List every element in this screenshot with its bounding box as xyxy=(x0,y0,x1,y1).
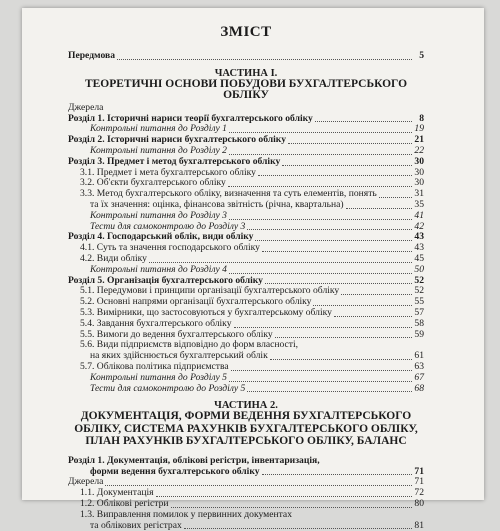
leader-dots xyxy=(229,381,412,382)
toc-entry-text: 1.1. Документація xyxy=(80,487,154,499)
toc-entry xyxy=(68,467,424,478)
toc-entry-text: 4.2. Види обліку xyxy=(80,252,147,264)
leader-dots xyxy=(341,294,412,295)
toc-entry xyxy=(68,510,424,521)
toc-entry-page: 19 xyxy=(414,123,424,135)
toc-entry-page: 67 xyxy=(414,371,424,383)
leader-dots xyxy=(334,316,412,317)
toc-entry-text: 5.2. Основні напрями організації бухгалтерського обліку xyxy=(80,296,312,308)
part2-heading: ЧАСТИНА 2. xyxy=(214,400,278,412)
toc-entry xyxy=(68,319,424,330)
toc-entry-page: 35 xyxy=(414,198,424,210)
toc-entry-text: Розділ 3. Предмет і метод бухгалтерського обліку xyxy=(68,155,281,167)
toc-entry-text: Розділ 5. Організація бухгалтерського обліку xyxy=(68,274,263,286)
leader-dots xyxy=(228,186,412,187)
toc-entry-text: Тести для самоконтролю до Розділу 3 xyxy=(90,220,246,232)
toc-entry-text: 5.3. Вимірники, що застосовуються у бухгалтерському обліку xyxy=(80,306,332,318)
leader-dots xyxy=(315,121,412,122)
part2-title-line-2: ОБЛІКУ, СИСТЕМА РАХУНКІВ БУХГАЛТЕРСЬКОГО ОБЛІКУ, xyxy=(74,422,418,435)
toc-entry-page: 30 xyxy=(414,177,424,189)
toc-entry-page: 81 xyxy=(414,519,424,531)
part1-heading: ЧАСТИНА І. xyxy=(214,67,278,79)
leader-dots xyxy=(288,143,412,144)
leader-dots xyxy=(156,496,412,497)
toc-entry-page: 58 xyxy=(414,317,424,329)
table-of-contents xyxy=(68,24,424,531)
toc-entry-page: 31 xyxy=(414,188,424,200)
leader-dots xyxy=(149,262,412,263)
part2-title-line-1: ДОКУМЕНТАЦІЯ, ФОРМИ ВЕДЕННЯ БУХГАЛТЕРСЬКОГО xyxy=(80,410,412,423)
toc-entry-text: Контрольні питання до Розділу 5 xyxy=(90,371,227,383)
toc-entry-page: 57 xyxy=(414,306,424,318)
toc-entry-page: 30 xyxy=(414,155,424,167)
part2-title-line-3: ПЛАН РАХУНКІВ БУХГАЛТЕРСЬКОГО ОБЛІКУ, БАЛАНС xyxy=(85,435,407,448)
leader-dots xyxy=(270,359,412,360)
leader-dots xyxy=(171,507,412,508)
leader-dots xyxy=(229,154,412,155)
toc-entry-text: Розділ 2. Історичні нариси бухгалтерського обліку xyxy=(68,134,286,146)
toc-entry-text: Розділ 4. Господарський облік, види обліку xyxy=(68,231,254,243)
toc-entry-preface: Передмова 5 xyxy=(68,50,424,61)
leader-dots xyxy=(262,251,412,252)
toc-entry-page: 59 xyxy=(414,328,424,340)
toc-entry-text: форми ведення бухгалтерського обліку xyxy=(90,465,260,477)
toc-entry-text: 5.1. Передумови і принципи організації бухгалтерського обліку xyxy=(80,285,340,297)
leader-dots xyxy=(229,219,412,220)
leader-dots xyxy=(282,165,412,166)
toc-entry-page: 61 xyxy=(414,350,424,362)
toc-entry-text: Розділ 1. Історичні нариси теорії бухгалтерського обліку xyxy=(68,112,313,124)
leader-dots xyxy=(117,59,412,60)
toc-entry-page: 30 xyxy=(414,166,424,178)
toc-entry-page: 42 xyxy=(414,220,424,232)
toc-entry-page: 68 xyxy=(414,382,424,394)
toc-entry xyxy=(68,373,424,384)
leader-dots xyxy=(313,305,412,306)
part1-title: ТЕОРЕТИЧНІ ОСНОВИ ПОБУДОВИ БУХГАЛТЕРСЬКОГО ОБЛІКУ xyxy=(84,77,408,102)
leader-dots xyxy=(265,283,412,284)
toc-entry-page: 80 xyxy=(414,498,424,509)
toc-entry xyxy=(68,265,424,276)
toc-entry-text: 5.6. Види підприємств відповідно до форм власності, xyxy=(80,339,299,351)
toc-entry xyxy=(68,157,424,168)
toc-entry-text: Контрольні питання до Розділу 3 xyxy=(90,209,227,221)
toc-entry-text: на яких здійснюється бухгалтерський облік xyxy=(90,350,268,362)
toc-entry-text: та облікових регістрах xyxy=(90,519,182,531)
toc-entry-page: 72 xyxy=(414,487,424,499)
toc-entry-text: 3.3. Метод бухгалтерського обліку, визначення та суть елементів, понять xyxy=(80,188,377,200)
toc-entry-text: Контрольні питання до Розділу 4 xyxy=(90,263,227,275)
toc-entry-page: 8 xyxy=(419,112,424,124)
toc-entry-text: Контрольні питання до Розділу 2 xyxy=(90,144,227,156)
toc-entry-text: Контрольні питання до Розділу 1 xyxy=(90,123,227,135)
toc-entry-page: 55 xyxy=(414,296,424,308)
toc-entry-page: 43 xyxy=(414,231,424,243)
toc-entry-text: 3.1. Предмет і мета бухгалтерського обліку xyxy=(80,166,256,178)
toc-entry-page: 43 xyxy=(414,242,424,254)
toc-entry-text: та їх значення: оцінка, фінансова звітність (річна, квартальна) xyxy=(90,198,344,210)
leader-dots xyxy=(234,327,413,328)
toc-entry-text: 5.7. Облікова політика підприємства xyxy=(80,360,229,372)
toc-entry-sources: Джерела xyxy=(68,101,104,113)
leader-dots xyxy=(229,132,412,133)
toc-entry-page: 50 xyxy=(414,263,424,275)
leader-dots xyxy=(379,197,412,198)
leader-dots xyxy=(247,391,412,392)
toc-entry-page: 41 xyxy=(414,209,424,221)
toc-entry-page: 52 xyxy=(414,274,424,286)
toc-entry-page: 45 xyxy=(414,252,424,264)
toc-entry-part2-section1: Розділ 1. Документація, облікові регістри, інвентаризація, xyxy=(68,454,320,466)
toc-entry xyxy=(68,384,424,395)
toc-entry-text: 5.5. Вимоги до ведення бухгалтерського обліку xyxy=(80,328,273,340)
leader-dots xyxy=(262,474,412,475)
toc-entry-text: 5.4. Завдання бухгалтерського обліку xyxy=(80,317,232,329)
toc-entry-page: 71 xyxy=(414,465,424,477)
toc-entry-text: Тести для самоконтролю до Розділу 5 xyxy=(90,382,246,394)
leader-dots xyxy=(258,175,412,176)
leader-dots xyxy=(105,485,412,486)
part1-entries xyxy=(68,114,424,395)
toc-entry-text: Джерела xyxy=(68,476,104,488)
toc-entry-text: 3.2. Об'єкти бухгалтерського обліку xyxy=(80,177,226,189)
leader-dots xyxy=(255,240,412,241)
toc-entry xyxy=(68,521,424,531)
part2-entries xyxy=(68,467,424,531)
toc-entry-page: 71 xyxy=(414,476,424,488)
toc-entry-page: 63 xyxy=(414,360,424,372)
toc-entry-page: 52 xyxy=(414,285,424,297)
leader-dots xyxy=(231,370,412,371)
leader-dots xyxy=(275,337,412,338)
leader-dots xyxy=(229,273,412,274)
toc-entry-text: 4.1. Суть та значення господарського обліку xyxy=(80,242,260,254)
toc-entry xyxy=(68,211,424,222)
leader-dots xyxy=(184,528,412,529)
toc-entry-text: 1.2. Облікові регістри xyxy=(80,498,169,509)
leader-dots xyxy=(247,229,412,230)
book-page xyxy=(22,8,484,531)
leader-dots xyxy=(346,208,412,209)
toc-entry-text: 1.3. Виправлення помилок у первинних документах xyxy=(80,508,292,520)
toc-entry-page: 21 xyxy=(414,134,424,146)
page-title: ЗМІСТ xyxy=(220,24,272,40)
toc-entry-page: 22 xyxy=(414,144,424,156)
